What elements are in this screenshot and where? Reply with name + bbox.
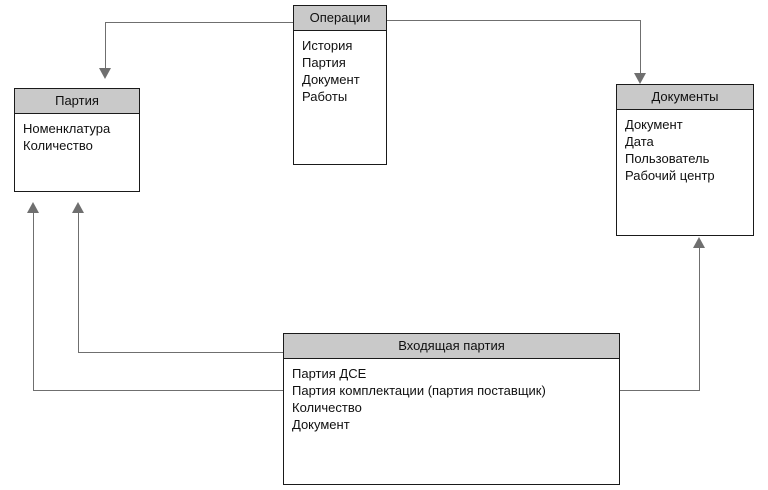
- arrowhead-to-batch: [99, 68, 111, 79]
- attribute: Партия комплектации (партия поставщик): [292, 383, 546, 398]
- attribute: Партия ДСЕ: [292, 366, 367, 381]
- entity-operations-title: Операции: [294, 6, 386, 31]
- connector-incoming-batch-documents-horizontal2: [619, 390, 700, 391]
- entity-batch-attributes: [15, 114, 139, 161]
- attribute: Работы: [302, 89, 348, 104]
- attribute: История: [302, 38, 353, 53]
- entity-incoming-batch-title: Входящая партия: [284, 334, 619, 359]
- attribute: Документ: [625, 117, 683, 132]
- arrowhead-to-batch-upper: [72, 202, 84, 213]
- arrowhead-to-documents: [634, 73, 646, 84]
- connector-operations-batch-vertical: [105, 22, 106, 68]
- attribute: Пользователь: [625, 151, 710, 166]
- entity-documents[interactable]: [616, 84, 754, 236]
- connector-incoming-batch-lower-horizontal: [33, 390, 283, 391]
- entity-batch-title: Партия: [15, 89, 139, 114]
- attribute: Партия: [302, 55, 346, 70]
- attribute: Документ: [302, 72, 360, 87]
- connector-incoming-batch-lower-vertical: [33, 213, 34, 390]
- attribute: Количество: [23, 138, 93, 153]
- connector-operations-documents-horizontal: [387, 20, 640, 21]
- connector-incoming-batch-upper-vertical: [78, 213, 79, 352]
- arrowhead-to-batch-lower: [27, 202, 39, 213]
- attribute: Количество: [292, 400, 362, 415]
- entity-operations[interactable]: [293, 5, 387, 165]
- entity-operations-attributes: [294, 31, 386, 112]
- attribute: Дата: [625, 134, 654, 149]
- connector-operations-batch-horizontal: [105, 22, 293, 23]
- entity-incoming-batch[interactable]: [283, 333, 620, 485]
- attribute: Рабочий центр: [625, 168, 715, 183]
- attribute: Документ: [292, 417, 350, 432]
- entity-batch[interactable]: [14, 88, 140, 192]
- entity-documents-title: Документы: [617, 85, 753, 110]
- arrowhead-to-documents-bottom: [693, 237, 705, 248]
- connector-incoming-batch-documents-vertical: [699, 248, 700, 390]
- connector-incoming-batch-upper-horizontal: [78, 352, 283, 353]
- attribute: Номенклатура: [23, 121, 111, 136]
- entity-documents-attributes: [617, 110, 753, 191]
- connector-operations-documents-vertical: [640, 20, 641, 73]
- entity-incoming-batch-attributes: [284, 359, 619, 440]
